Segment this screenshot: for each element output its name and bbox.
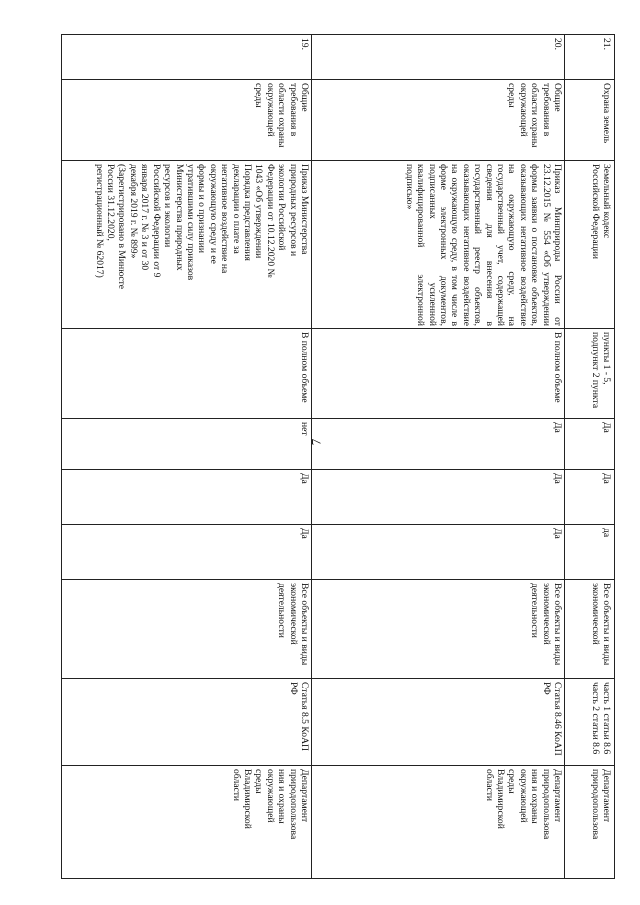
requirement-text: Общие требования в области охраны окружающей среды: [506, 83, 563, 148]
scope-text: пункты 1 - 5, подпункт 2 пункта: [589, 332, 612, 409]
cell-department: [565, 766, 614, 880]
scope-text: В полном объеме: [299, 332, 310, 403]
row-number: 19.: [299, 38, 310, 50]
cell-flag-3: [62, 525, 311, 580]
cell-scope: [312, 329, 564, 419]
department-text: Департамент природопользова ния и охраны окружающей среды Владимирской области: [483, 769, 563, 840]
legal-act-text: Земельный кодекс Российской Федерации: [589, 164, 612, 259]
page-number-text: 7: [308, 438, 323, 446]
flag-1-text: Да: [552, 422, 563, 433]
cell-requirement: [62, 80, 311, 161]
department-text: Департамент природопользова ния и охраны окружающей среды Владимирской области: [230, 769, 310, 840]
cell-flag-2: [62, 470, 311, 525]
cell-scope: [565, 329, 614, 419]
objects-text: Все объекты и виды экономической деятельности: [529, 583, 563, 666]
cell-koap: [565, 679, 614, 766]
requirements-table: [61, 34, 615, 879]
row-number: 20.: [552, 38, 563, 50]
cell-department: [62, 766, 311, 880]
cell-requirement: [312, 80, 564, 161]
department-text: Департамент природопользова: [589, 769, 612, 840]
requirement-text: Общие требования в области охраны окружающей среды: [253, 83, 310, 148]
flag-3-text: Да: [299, 528, 310, 539]
requirement-text: Охрана земель: [601, 83, 612, 144]
cell-number: [62, 35, 311, 80]
cell-objects: [62, 580, 311, 679]
koap-text: Статья 8.5 КоАП РФ: [287, 682, 310, 751]
cell-koap: [312, 679, 564, 766]
objects-text: Все объекты и виды экономической деятельности: [276, 583, 310, 666]
flag-2-text: Да: [601, 473, 612, 484]
cell-flag-3: [312, 525, 564, 580]
cell-flag-1: [565, 419, 614, 470]
table-row: [312, 35, 565, 878]
cell-legal-act: [565, 161, 614, 329]
cell-scope: [62, 329, 311, 419]
legal-act-text: Приказ Министерства природных ресурсов и экологии Российской Федерации от 10.12.2020 № 1043 «Об утверждении Порядка представления декларации о плате за негативное воздействие на окружающую среду и ее формы и о признании утратившими силу приказов Министерства природных ресурсов и экологии Российской Федерации от 9 января 2017 г. № 3 и от 30 декабря 2019 г. № 899» (Зарегистрировано в Минюсте России 31.12.2020, регистрационный № 62017): [93, 164, 310, 290]
cell-number: [565, 35, 614, 80]
table-row: [62, 35, 312, 878]
flag-2-text: Да: [552, 473, 563, 484]
cell-flag-2: [565, 470, 614, 525]
flag-2-text: Да: [299, 473, 310, 484]
objects-text: Все объекты и виды экономической: [589, 583, 612, 666]
cell-objects: [565, 580, 614, 679]
cell-requirement: [565, 80, 614, 161]
scope-text: В полном объеме: [552, 332, 563, 403]
flag-1-text: Да: [601, 422, 612, 433]
cell-flag-1: [312, 419, 564, 470]
cell-flag-3: [565, 525, 614, 580]
koap-text: часть 1 статьи 8.6 часть 2 статьи 8.6: [589, 682, 612, 755]
cell-koap: [62, 679, 311, 766]
row-number: 21.: [601, 38, 612, 50]
legal-act-text: Приказ Минприроды России от 23.12.2015 № 554 «Об утверждении формы заявки о постановке объектов, оказывающих негативное воздействие на окружающую среду, на государственный учет, содержащей сведения для внесения в государственный реестр объектов, оказывающих негативное воздействие на окружающую среду, в том числе в форме электронных документов, подписанных усиленной квалифицированной электронной подписью»: [403, 164, 563, 326]
koap-text: Статья 8.46 КоАП РФ: [540, 682, 563, 756]
cell-number: [312, 35, 564, 80]
cell-flag-2: [312, 470, 564, 525]
flag-3-text: Да: [552, 528, 563, 539]
cell-objects: [312, 580, 564, 679]
table-row: [565, 35, 614, 878]
cell-flag-1: [62, 419, 311, 470]
cell-legal-act: [62, 161, 311, 329]
cell-department: [312, 766, 564, 880]
cell-legal-act: [312, 161, 564, 329]
flag-1-text: нет: [299, 422, 310, 436]
flag-3-text: да: [601, 528, 612, 538]
